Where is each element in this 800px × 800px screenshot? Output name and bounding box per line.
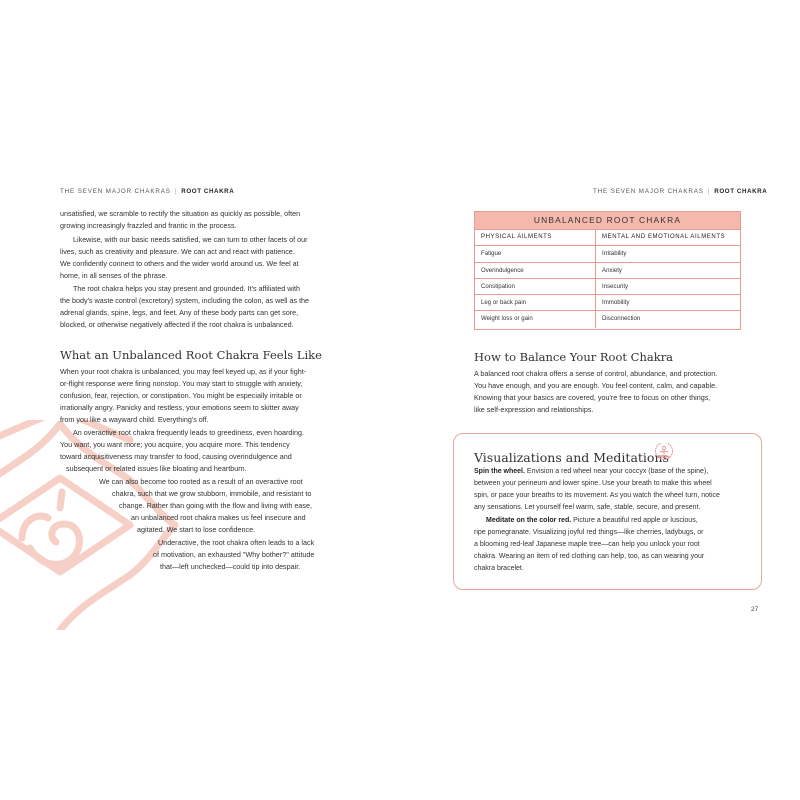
left-body-line: When your root chakra is unbalanced, you may feel keyed up, as if your fight- [60,367,307,376]
color-label: Meditate on the color red. [486,517,572,524]
left-running-head-section: ROOT CHAKRA [181,188,235,195]
box-line: ripe pomegranate. Visualizing joyful red things—like cherries, ladybugs, or [474,529,704,536]
box-text: Envision a red wheel near your coccyx (base of the spine), [524,468,709,475]
left-body-line: chakra, such that we grow stubborn, immobile, and resistant to [112,489,312,498]
left-body-line: The root chakra helps you stay present and grounded. It's affiliated with [73,284,300,293]
left-running-head-series: THE SEVEN MAJOR CHAKRAS [60,188,171,195]
left-body-line: the body's waste control (excretory) system, including the colon, as well as the [60,296,310,305]
left-body-line: of motivation, an exhausted "Why bother?" attitude [153,550,315,559]
left-body-line: that—left unchecked—could tip into despair. [160,562,301,571]
left-body-line: unsatisfied, we scramble to rectify the situation as quickly as possible, often [60,209,301,218]
right-running-head-section: ROOT CHAKRA [714,188,768,195]
left-body-line: confusion, fear, rejection, or constipation. You might be especially irritable or [60,391,302,400]
table-cell: Constipation [475,279,596,294]
page-number: 27 [751,606,759,613]
table-cell: Overindulgence [475,263,596,278]
column-header-mental: MENTAL AND EMOTIONAL AILMENTS [602,234,726,240]
table-cell: Fatigue [475,246,596,261]
box-title: Visualizations and Meditations [474,450,669,465]
right-body-line: You have enough, and you are enough. You feel content, calm, and capable. [474,381,718,390]
box-line: spin, or pace your breaths to its movement. As you watch the wheel turn, notice [474,492,720,499]
left-body-line: You want, you want more; you acquire, you acquire more. This tendency [60,440,290,449]
table-header-row [475,230,740,246]
left-body-line: An overactive root chakra frequently leads to greediness, even hoarding. [73,428,304,437]
left-body-line: home, in all senses of the phrase. [60,271,168,280]
right-running-head-divider: | [707,188,711,195]
table-cell: Anxiety [602,266,622,274]
spin-label: Spin the wheel. [474,468,525,475]
box-line: a blooming red-leaf Japanese maple tree—can help you unlock your root [474,541,700,548]
left-body-line: We can also become too rooted as a result of an overactive root [99,477,303,486]
table-cell: Leg or back pain [475,295,596,310]
table-row [475,263,740,279]
meditation-icon [653,443,675,463]
right-body-line: Knowing that your basics are covered, you're free to focus on other things, [474,393,711,402]
box-line: any sensations. Let yourself feel warm, safe, stable, secure, and present. [474,504,701,511]
left-body-line: Underactive, the root chakra often leads to a lack [158,538,315,547]
left-body-line: an unbalanced root chakra makes us feel insecure and [131,513,306,522]
table-cell: Irritability [602,250,627,258]
table-title: UNBALANCED ROOT CHAKRA [475,212,740,230]
table-row [475,279,740,295]
table-row [475,295,740,311]
left-body-line: agitated. We start to lose confidence. [137,525,256,534]
left-body-line: lives, such as creativity and pleasure. We can act and react with patience. [60,247,295,256]
table-row [475,311,740,327]
table-cell: Disconnection [602,315,641,323]
left-body-line: change. Rather than going with the flow and living with ease, [119,501,312,510]
left-body-line: from you like a wayward child. Everything's off. [60,415,209,424]
table-cell: Immobility [602,299,630,307]
left-body-line: We confidently connect to others and the wider world around us. We feel at [60,259,299,268]
left-body-line: toward acquisitiveness may transfer to food, causing overindulgence and [60,452,292,461]
box-line: chakra. Wearing an item of red clothing can help, too, as can wearing your [474,553,705,560]
left-body-line: growing increasingly frazzled and frantic in the process. [60,221,237,230]
right-section-heading: How to Balance Your Root Chakra [474,350,674,364]
left-body-line: blocked, or otherwise negatively affected if the root chakra is unbalanced. [60,320,294,329]
left-body-line: irrationally angry. Panicky and restless, your emotions seem to skitter away [60,403,299,412]
right-running-head [593,188,767,195]
left-running-head-divider: | [174,188,178,195]
box-text: Picture a beautiful red apple or luscious, [571,517,698,524]
right-body-line: A balanced root chakra offers a sense of control, abundance, and protection. [474,369,718,378]
table-cell: Insecurity [602,282,629,290]
left-body-line: or-flight response were firing nonstop. You may start to struggle with anxiety, [60,379,303,388]
left-body-line: subsequent or related issues like bloating and heartburn. [66,464,247,473]
left-body-line: Likewise, with our basic needs satisfied, we can turn to other facets of our [73,235,308,244]
table-row [475,246,740,262]
left-body-line: adrenal glands, spine, legs, and feet. Any of these body parts can get sore, [60,308,299,317]
box-line: chakra bracelet. [474,565,524,572]
right-body-line: like self-expression and relationships. [474,405,594,414]
left-section-heading: What an Unbalanced Root Chakra Feels Like [60,348,322,362]
box-line: between your perineum and lower spine. Use your breath to make this wheel [474,480,712,487]
unbalanced-root-chakra-table [474,211,741,330]
column-header-physical: PHYSICAL AILMENTS [475,230,596,245]
table-cell: Weight loss or gain [475,311,596,327]
box-line [486,515,698,526]
left-running-head [60,188,234,195]
box-line [474,466,708,477]
right-running-head-series: THE SEVEN MAJOR CHAKRAS [593,188,704,195]
